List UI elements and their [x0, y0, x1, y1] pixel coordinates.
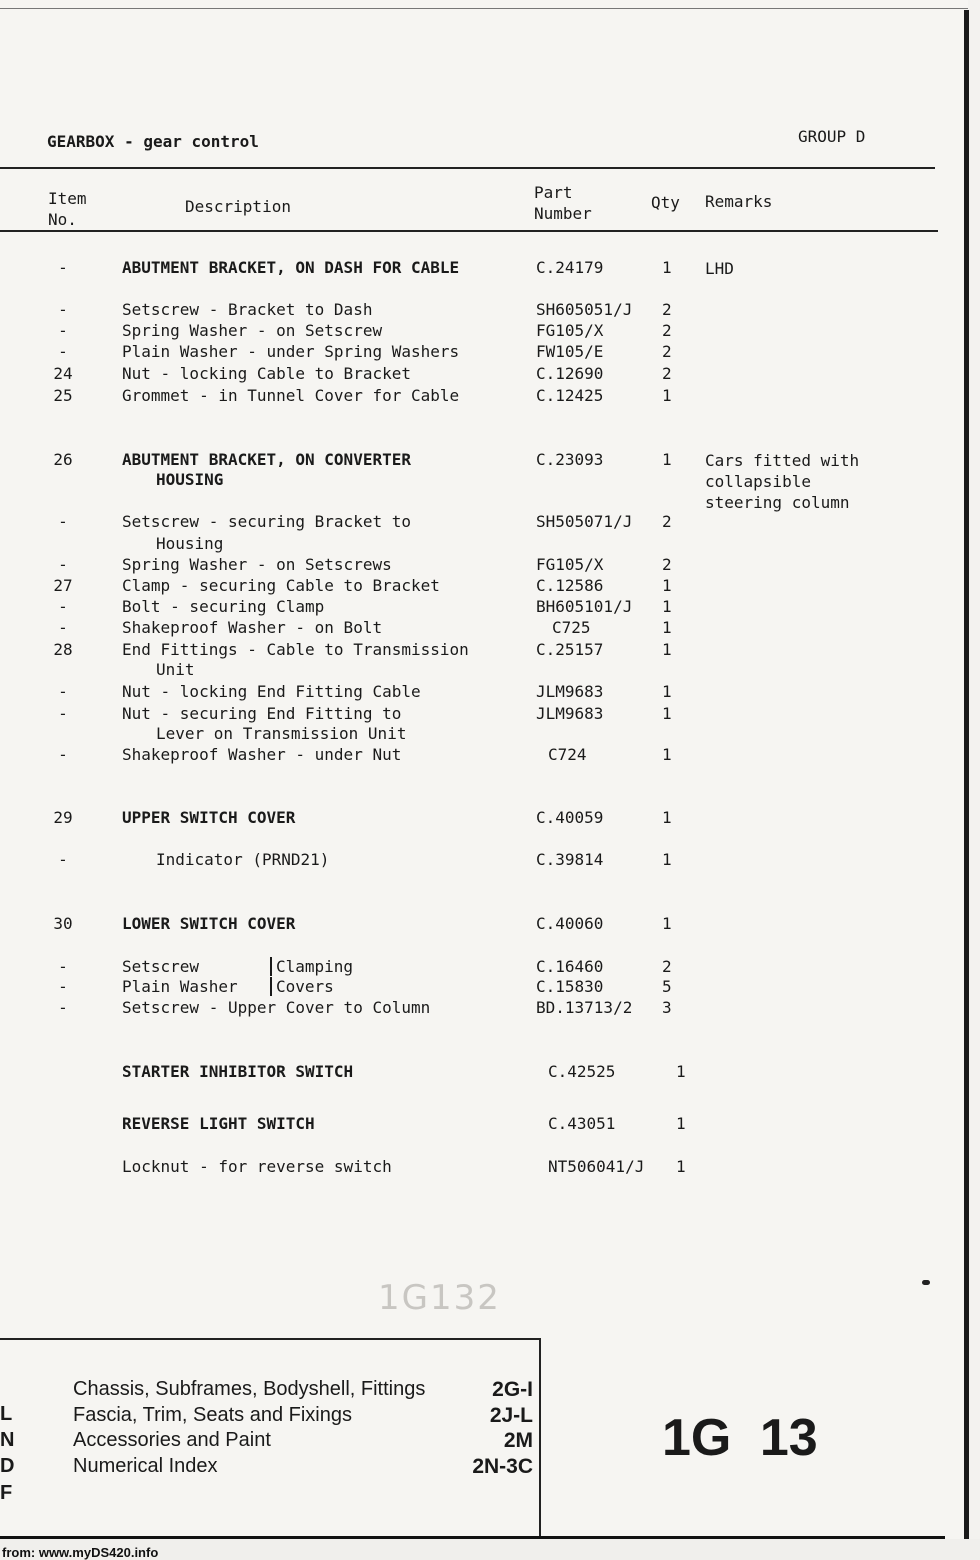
edge-letter: N — [0, 1429, 15, 1451]
edge-letter: F — [0, 1482, 13, 1504]
page-number: 1G 13 — [662, 1409, 818, 1467]
table-row: - Setscrew - Bracket to Dash SH605051/J 2 — [58, 300, 672, 319]
page-edge — [964, 10, 969, 1540]
footer-divider — [539, 1338, 541, 1538]
table-row: - Nut - securing End Fitting to JLM9683 1 — [58, 704, 672, 723]
table-row: STARTER INHIBITOR SWITCH C.42525 1 — [122, 1062, 686, 1081]
nav-section-numerical-index[interactable]: Numerical Index 2N-3C — [73, 1455, 533, 1478]
table-row-continuation: Housing — [156, 534, 224, 553]
table-row: - Bolt - securing Clamp BH605101/J 1 — [58, 597, 672, 616]
nav-section-fascia-trim[interactable]: Fascia, Trim, Seats and Fixings 2J-L — [73, 1404, 533, 1427]
table-row-continuation: Lever on Transmission Unit — [156, 724, 407, 743]
table-row: 28 End Fittings - Cable to Transmission C.25157 1 — [53, 640, 672, 659]
nav-section-chassis[interactable]: Chassis, Subframes, Bodyshell, Fittings 2G-I — [73, 1378, 533, 1401]
table-row-continuation: HOUSING — [156, 470, 224, 489]
table-row: Locknut - for reverse switch NT506041/J 1 — [122, 1157, 686, 1176]
table-row: - ABUTMENT BRACKET, ON DASH FOR CABLE C.24179 1 LHD — [58, 258, 734, 278]
table-row: 24 Nut - locking Cable to Bracket C.12690 2 — [53, 364, 672, 383]
table-row: - Plain Washer Covers C.15830 5 — [58, 977, 672, 996]
table-row: REVERSE LIGHT SWITCH C.43051 1 — [122, 1114, 686, 1133]
table-row: - Shakeproof Washer - on Bolt C725 1 — [58, 618, 672, 637]
table-row: 30 LOWER SWITCH COVER C.40060 1 — [53, 914, 672, 933]
top-rule — [0, 8, 968, 9]
table-row: - Spring Washer - on Setscrews FG105/X 2 — [58, 555, 672, 574]
pencil-stamp: 1G132 — [378, 1278, 501, 1318]
footer-rule — [0, 1338, 540, 1340]
table-row: - Shakeproof Washer - under Nut C724 1 — [58, 745, 672, 764]
column-header-qty: Qty — [651, 193, 680, 212]
column-header-item: Item No. — [48, 189, 87, 229]
edge-letter: L — [0, 1403, 13, 1425]
table-row: 25 Grommet - in Tunnel Cover for Cable C.12425 1 — [53, 386, 672, 405]
column-header-part-number: Part Number — [534, 183, 592, 223]
table-row: - Setscrew - securing Bracket to SH505071/J 2 — [58, 512, 672, 531]
ink-dot — [922, 1280, 930, 1285]
table-row: - Spring Washer - on Setscrew FG105/X 2 — [58, 321, 672, 340]
nav-section-accessories[interactable]: Accessories and Paint 2M — [73, 1429, 533, 1452]
header-rule-top — [0, 167, 935, 169]
table-row: - Nut - locking End Fitting Cable JLM9683 1 — [58, 682, 672, 701]
column-header-remarks: Remarks — [705, 192, 773, 211]
source-credit: from: www.myDS420.info — [2, 1545, 159, 1560]
table-row: 29 UPPER SWITCH COVER C.40059 1 — [53, 808, 672, 827]
table-row: - Setscrew Clamping C.16460 2 — [58, 957, 672, 976]
table-row: 26 ABUTMENT BRACKET, ON CONVERTER C.23093 1 Cars fitted with collapsible steering column — [53, 450, 860, 512]
remarks-block: Cars fitted with collapsible steering column — [705, 451, 860, 512]
header-rule-bottom — [0, 230, 938, 232]
table-row: - Indicator (PRND21) C.39814 1 — [58, 850, 672, 869]
page-title: GEARBOX - gear control — [47, 132, 259, 151]
column-header-description: Description — [185, 197, 291, 216]
table-row: - Plain Washer - under Spring Washers FW105/E 2 — [58, 342, 672, 361]
group-label: GROUP D — [798, 127, 866, 146]
table-row: - Setscrew - Upper Cover to Column BD.13713/2 3 — [58, 998, 672, 1017]
edge-letter: D — [0, 1455, 15, 1477]
table-row: 27 Clamp - securing Cable to Bracket C.12586 1 — [53, 576, 672, 595]
table-row-continuation: Unit — [156, 660, 195, 679]
